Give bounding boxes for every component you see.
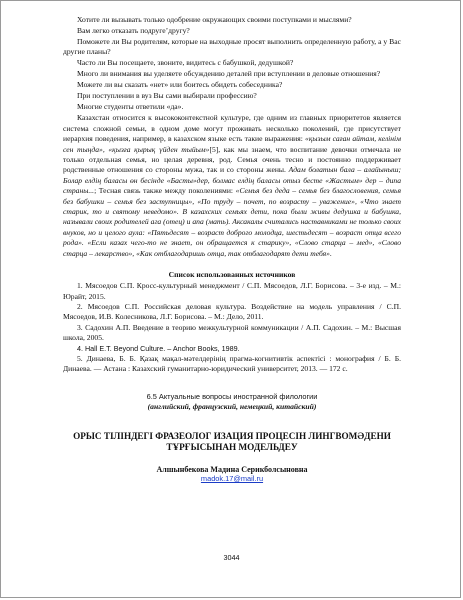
- reference-item: 5. Динаева, Б. Б. Қазақ мақал-мәтелдерінің прагма-когнитивтік аспектісі : монография / Б. Б. Динаева. — Астана : Казахский гуманитарно-юридический университет, 2013. — 172 с.: [63, 353, 401, 374]
- page-content: [63, 15, 401, 483]
- question-item: Поможете ли Вы родителям, которые на выходные просят выполнить определенную работу, а у Вас другие планы?: [63, 37, 401, 57]
- reference-item: 4. Hall E.T. Beyond Culture. – Anchor Books, 1989.: [77, 343, 240, 353]
- question-item: Часто ли Вы посещаете, звоните, видитесь с бабушкой, дедушкой?: [77, 58, 294, 68]
- question-item: Многие студенты ответили «да».: [77, 102, 184, 112]
- question-item: Можете ли вы сказать «нет» или боитесь обидеть собеседника?: [77, 80, 283, 90]
- references-title: Список использованных источников: [168, 270, 296, 280]
- references-list: [63, 281, 401, 375]
- section-subheading: (английский, французский, немецкий, китайский): [147, 402, 317, 412]
- question-item: Хотите ли вызывать только одобрение окружающих своими поступками и мыслями?: [77, 15, 352, 24]
- question-item: Много ли внимания вы уделяете обсуждению деталей при вступлении в деловые отношения?: [77, 69, 381, 79]
- page-number: 3044: [223, 553, 240, 562]
- reference-item: 3. Садохин А.П. Введение в теорию межкультурной коммуникации / А.П. Садохин. – М.: Высшая школа, 2005.: [63, 322, 401, 343]
- section-heading: 6.5 Актуальные вопросы иностранной филологии: [146, 391, 318, 401]
- question-item: Вам легко отказать подругеʼдругу?: [77, 26, 190, 35]
- body-italic-quote: «Семья без деда – семья без благословения, семья без бабушки – семья без заступницы», «По труду – почет, по возрасту – уважение», «Что знает старик, то и святому неведомо». В казахских семьях дети, пока были живы дедушка и бабушка, называли своих родителей ага (отец) и апа (мать). Аксакалы считались наставниками не только своих внуков, но и целого аула: «Пятьдесят – возраст доброго молодца, шестьдесят – возраст отца всего рода». «Если казах чего-то не знает, он обращается к старику», «Слово старца – мед», «Слово старца – лекарство», «Как отблагодаришь отца, так отблагодарят дети тебя».: [63, 186, 401, 258]
- author-name: Алшынбекова Мадина Серикболсыновна: [156, 464, 308, 474]
- reference-item: 1. Мясоедов С.П. Кросс-культурный менеджмент / С.П. Мясоедов, Л.Г. Борисова. – 3-е изд. – М.: Юрайт, 2015.: [63, 281, 401, 301]
- author-email-link[interactable]: madok.17@mail.ru: [200, 473, 264, 483]
- body-italic-quote: «қызым саған айтам, келінім сен тыңда», «қызға қырық үйден тыйым»: [63, 134, 401, 154]
- body-text: [5], как мы знаем, что воспитание девочки отмечала не только отдельная семья, но целая деревня, род. Семья очень тесно и постоянно поддерживает родственные отношения со стороны мужа, так и со стороны жены.: [63, 144, 401, 175]
- body-italic-quote: Адам болатын бала – алайыныш; Болар елдің баласы өн бесінде «Басты»дер, болмас елдің баласы отыз бесте «Жастым» дер – дипа страны...: [63, 165, 401, 196]
- body-text: Казахстан относится к высококонтекстной культуре, где одним из главных приоритетов является система сложной семьи, в одном доме могут проживать несколько поколений, где присутствует иерархия поведения, например, в казахском языке есть такие выражения:: [63, 113, 401, 144]
- reference-item: 2. Мясоедов С.П. Российская деловая культура. Воздействие на модель управления / С.П. Мясоедов, И.В. Колесникова, Л.Г. Борисова. – М.: Дело, 2011.: [63, 301, 401, 322]
- question-item: При поступлении в вуз Вы сами выбирали профессию?: [77, 91, 257, 101]
- body-text: ; Тесная связь также между поколениями:: [94, 186, 236, 196]
- body-paragraph: [63, 113, 401, 259]
- question-list: [63, 15, 401, 113]
- article-title: ОРЫС ТІЛІНДЕГІ ФРАЗЕОЛОГ ИЗАЦИЯ ПРОЦЕСІН ЛИНГВОМӘДЕНИ ТҰРҒЫСЫНАН МОДЕЛЬДЕУ: [73, 430, 391, 453]
